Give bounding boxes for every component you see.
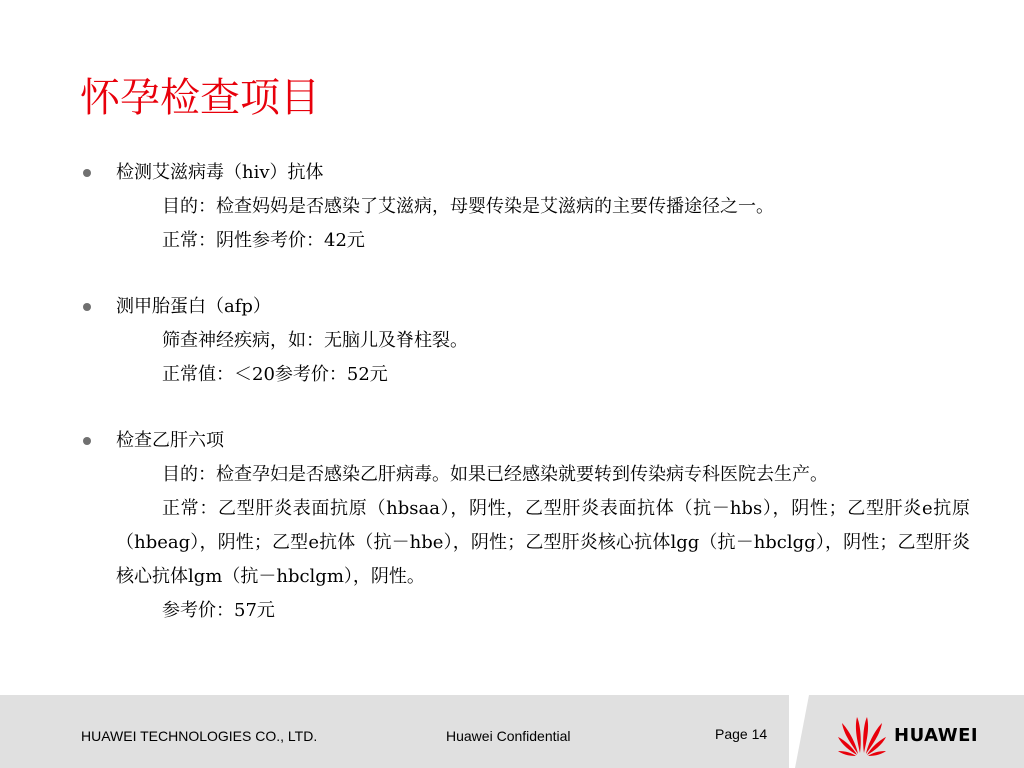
bullet-dot-icon: [83, 437, 91, 445]
bullet-heading: 检查乙肝六项: [116, 430, 224, 451]
slide-content: [80, 156, 970, 660]
footer-divider: [789, 695, 809, 768]
footer-company-name: HUAWEI TECHNOLOGIES CO., LTD.: [81, 728, 318, 744]
bullet-item-hepatitis-b: [80, 424, 970, 628]
huawei-logo: [836, 709, 996, 759]
bullet-heading-row: [80, 424, 970, 458]
slide-footer: [0, 695, 1024, 768]
bullet-detail: 筛查神经疾病，如：无脑儿及脊柱裂。: [162, 330, 468, 351]
bullet-heading-row: [80, 290, 970, 324]
bullet-item-afp: [80, 290, 970, 392]
bullet-dot-icon: [83, 303, 91, 311]
bullet-detail: 正常：乙型肝炎表面抗原（hbsaa），阴性，乙型肝炎表面抗体（抗－hbs），阴性；乙型肝炎e抗原（hbeag），阴性；乙型e抗体（抗－hbe），阴性；乙型肝炎核心抗体lgg（抗－hbclgg），阴性；乙型肝炎核心抗体lgm（抗－hbclgm），阴性。: [116, 498, 970, 587]
bullet-dot-icon: [83, 169, 91, 177]
bullet-heading-row: [80, 156, 970, 190]
huawei-logo-text: HUAWEI: [894, 725, 979, 746]
huawei-petal-logo-icon: [836, 709, 888, 757]
bullet-detail: 目的：检查妈妈是否感染了艾滋病，母婴传染是艾滋病的主要传播途径之一。: [162, 196, 774, 217]
bullet-detail: 参考价：57元: [162, 600, 275, 621]
footer-confidential-label: Huawei Confidential: [446, 728, 571, 744]
bullet-detail: 正常值：＜20参考价：52元: [162, 364, 388, 385]
bullet-detail: 正常：阴性参考价：42元: [162, 230, 365, 251]
bullet-item-hiv: [80, 156, 970, 258]
bullet-detail: 目的：检查孕妇是否感染乙肝病毒。如果已经感染就要转到传染病专科医院去生产。: [162, 464, 828, 485]
bullet-heading: 测甲胎蛋白（afp）: [116, 296, 271, 317]
bullet-heading: 检测艾滋病毒（hiv）抗体: [116, 162, 324, 183]
footer-page-number: Page 14: [715, 726, 768, 742]
slide-title: 怀孕检查项目: [80, 75, 320, 121]
